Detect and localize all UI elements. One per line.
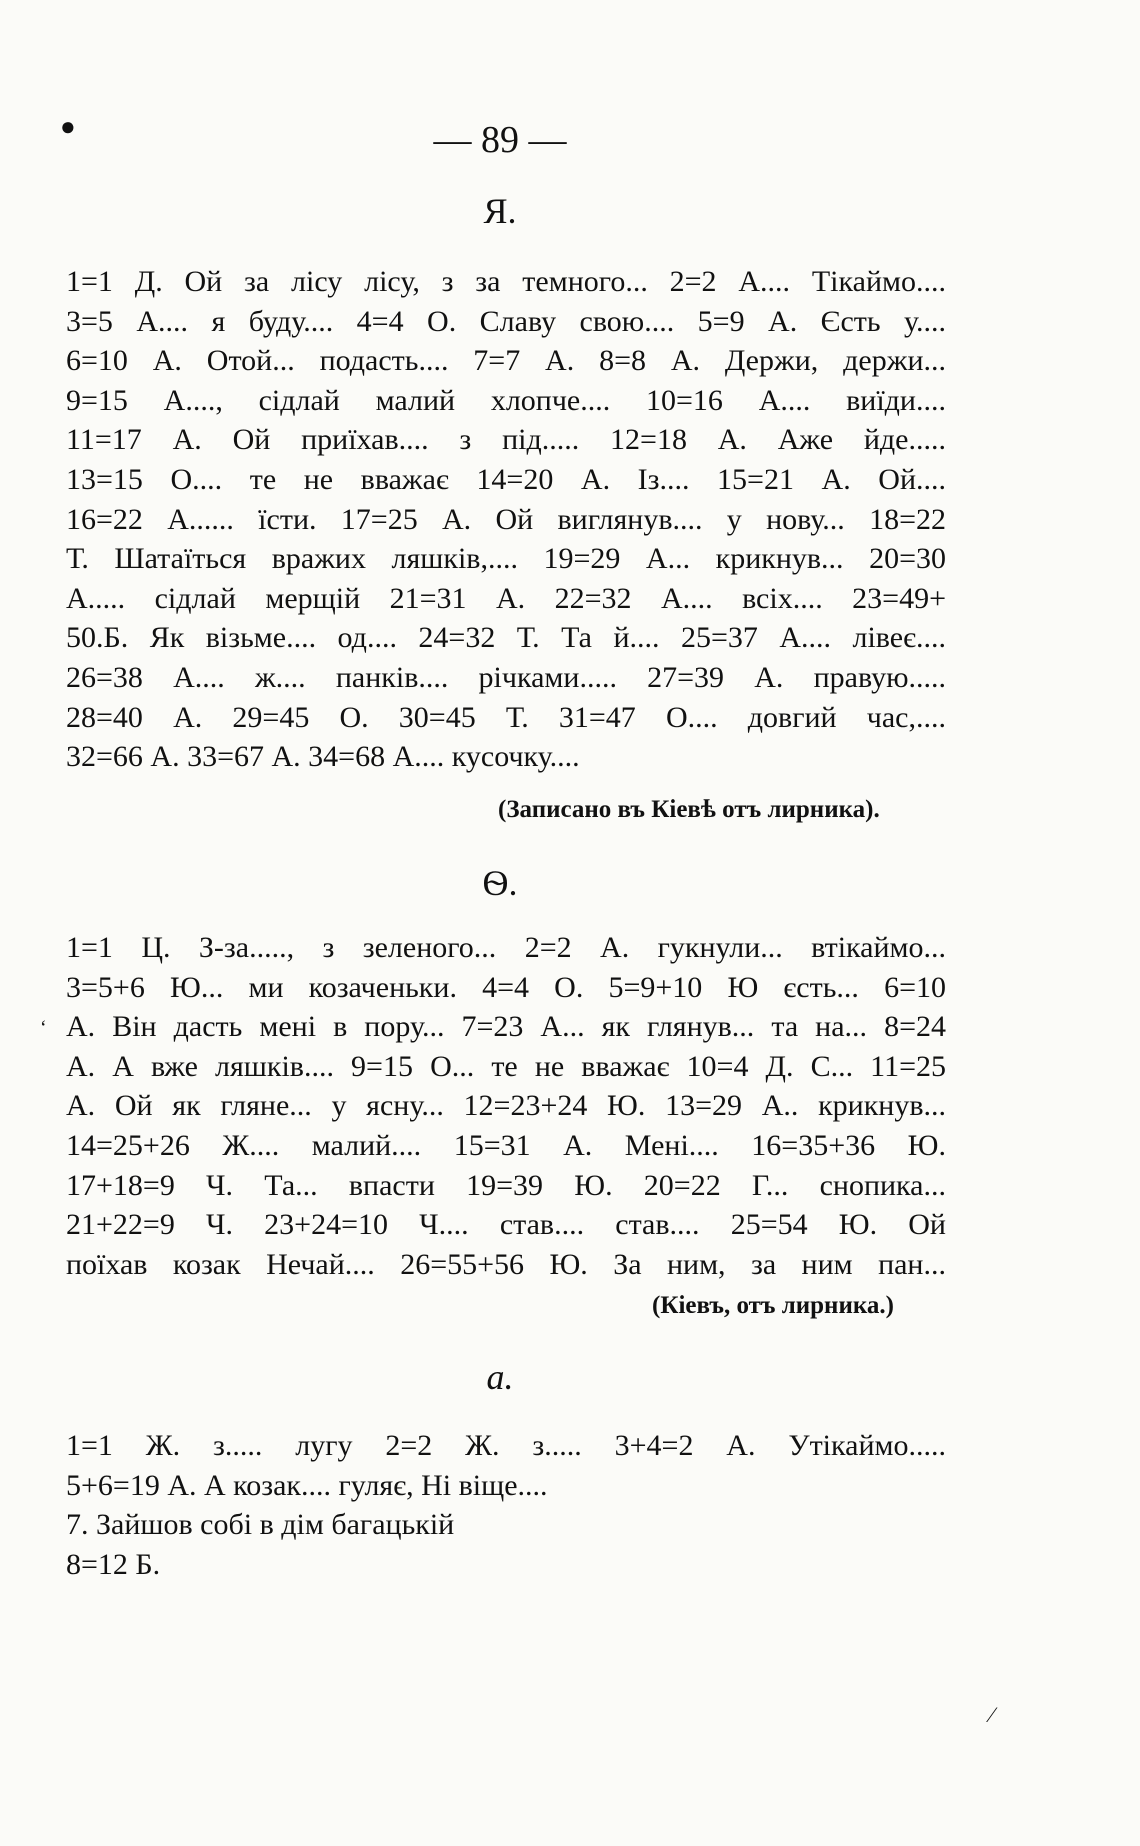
stray-mark: ⁄ bbox=[990, 1702, 994, 1727]
text-line: 32=66 А. 33=67 А. 34=68 А.... кусочку.... bbox=[66, 740, 580, 774]
text-line: 8=12 Б. bbox=[66, 1547, 161, 1581]
text-line: 1=1 Ж. з..... лугу 2=2 Ж. з..... 3+4=2 А. Утікаймо..... bbox=[66, 1429, 946, 1462]
text-line: 11=17 А. Ой приїхав.... з під..... 12=18 А. Аже йде..... bbox=[66, 423, 946, 457]
text-line: А..... сідлай мерщій 21=31 А. 22=32 А.... всіх.... 23=49+ bbox=[66, 581, 946, 615]
text-line: 6=10 А. Отой... подасть.... 7=7 А. 8=8 А. Держи, держи... bbox=[66, 344, 946, 378]
text-line: 21+22=9 Ч. 23+24=10 Ч.... став.... став.... 25=54 Ю. Ой bbox=[66, 1208, 946, 1242]
text-line: 1=1 Д. Ой за лісу лісу, з за темного... 2=2 А.... Тікаймо.... bbox=[66, 265, 946, 298]
section-title-ya: Я. bbox=[483, 191, 517, 231]
text-line: 1=1 Ц. З-за....., з зеленого... 2=2 А. гукнули... втікаймо... bbox=[66, 931, 946, 964]
section-title-a: а. bbox=[486, 1357, 514, 1397]
section-body-fita bbox=[66, 928, 946, 1284]
text-line: 7. Зайшов собі в дім багацькій bbox=[66, 1508, 455, 1542]
text-line: 13=15 О.... те не вважає 14=20 А. Із.... 15=21 А. Ой.... bbox=[66, 462, 946, 496]
margin-mark: ‘ bbox=[40, 1017, 47, 1039]
text-line: Т. Шатаїться вражих ляшків,.... 19=29 А... крикнув... 20=30 bbox=[66, 542, 946, 576]
text-line: 50.Б. Як візьме.... од.... 24=32 Т. Та й.... 25=37 А.... лівеє.... bbox=[66, 621, 946, 655]
source-note-ya: (Записано въ Кіевѣ отъ лирника). bbox=[498, 796, 880, 823]
page-number: — 89 — bbox=[433, 119, 567, 161]
text-line: А. Він дасть мені в пору... 7=23 А... як глянув... та на... 8=24 bbox=[66, 1010, 946, 1044]
ink-spot: ● bbox=[60, 112, 76, 141]
text-line: 28=40 А. 29=45 О. 30=45 Т. 31=47 О.... довгий час,.... bbox=[66, 700, 946, 734]
text-line: поїхав козак Нечай.... 26=55+56 Ю. За ним, за ним пан... bbox=[66, 1247, 946, 1281]
text-line: 16=22 А...... їсти. 17=25 А. Ой виглянув.... у нову... 18=22 bbox=[66, 502, 946, 536]
section-body-a bbox=[66, 1426, 946, 1584]
section-title-fita: Ѳ. bbox=[482, 863, 518, 903]
text-line: 9=15 А...., сідлай малий хлопче.... 10=16 А.... виїди.... bbox=[66, 383, 946, 417]
text-line: А. Ой як гляне... у ясну... 12=23+24 Ю. 13=29 А.. крикнув... bbox=[66, 1089, 946, 1123]
text-line: 3=5 А.... я буду.... 4=4 О. Славу свою.... 5=9 А. Єсть у.... bbox=[66, 304, 946, 338]
section-body-ya bbox=[66, 262, 946, 777]
text-line: 17+18=9 Ч. Та... впасти 19=39 Ю. 20=22 Г... снопика... bbox=[66, 1168, 946, 1202]
text-line: А. А вже ляшків.... 9=15 О... те не вважає 10=4 Д. С... 11=25 bbox=[66, 1049, 946, 1083]
text-line: 5+6=19 А. А козак.... гуляє, Ні віще.... bbox=[66, 1468, 548, 1502]
text-line: 26=38 А.... ж.... панків.... річками..... 27=39 А. правую..... bbox=[66, 660, 946, 694]
text-line: 3=5+6 Ю... ми козаченьки. 4=4 О. 5=9+10 Ю єсть... 6=10 bbox=[66, 970, 946, 1004]
text-line: 14=25+26 Ж.... малий.... 15=31 А. Мені.... 16=35+36 Ю. bbox=[66, 1128, 946, 1162]
source-note-fita: (Кіевъ, отъ лирника.) bbox=[652, 1292, 894, 1319]
